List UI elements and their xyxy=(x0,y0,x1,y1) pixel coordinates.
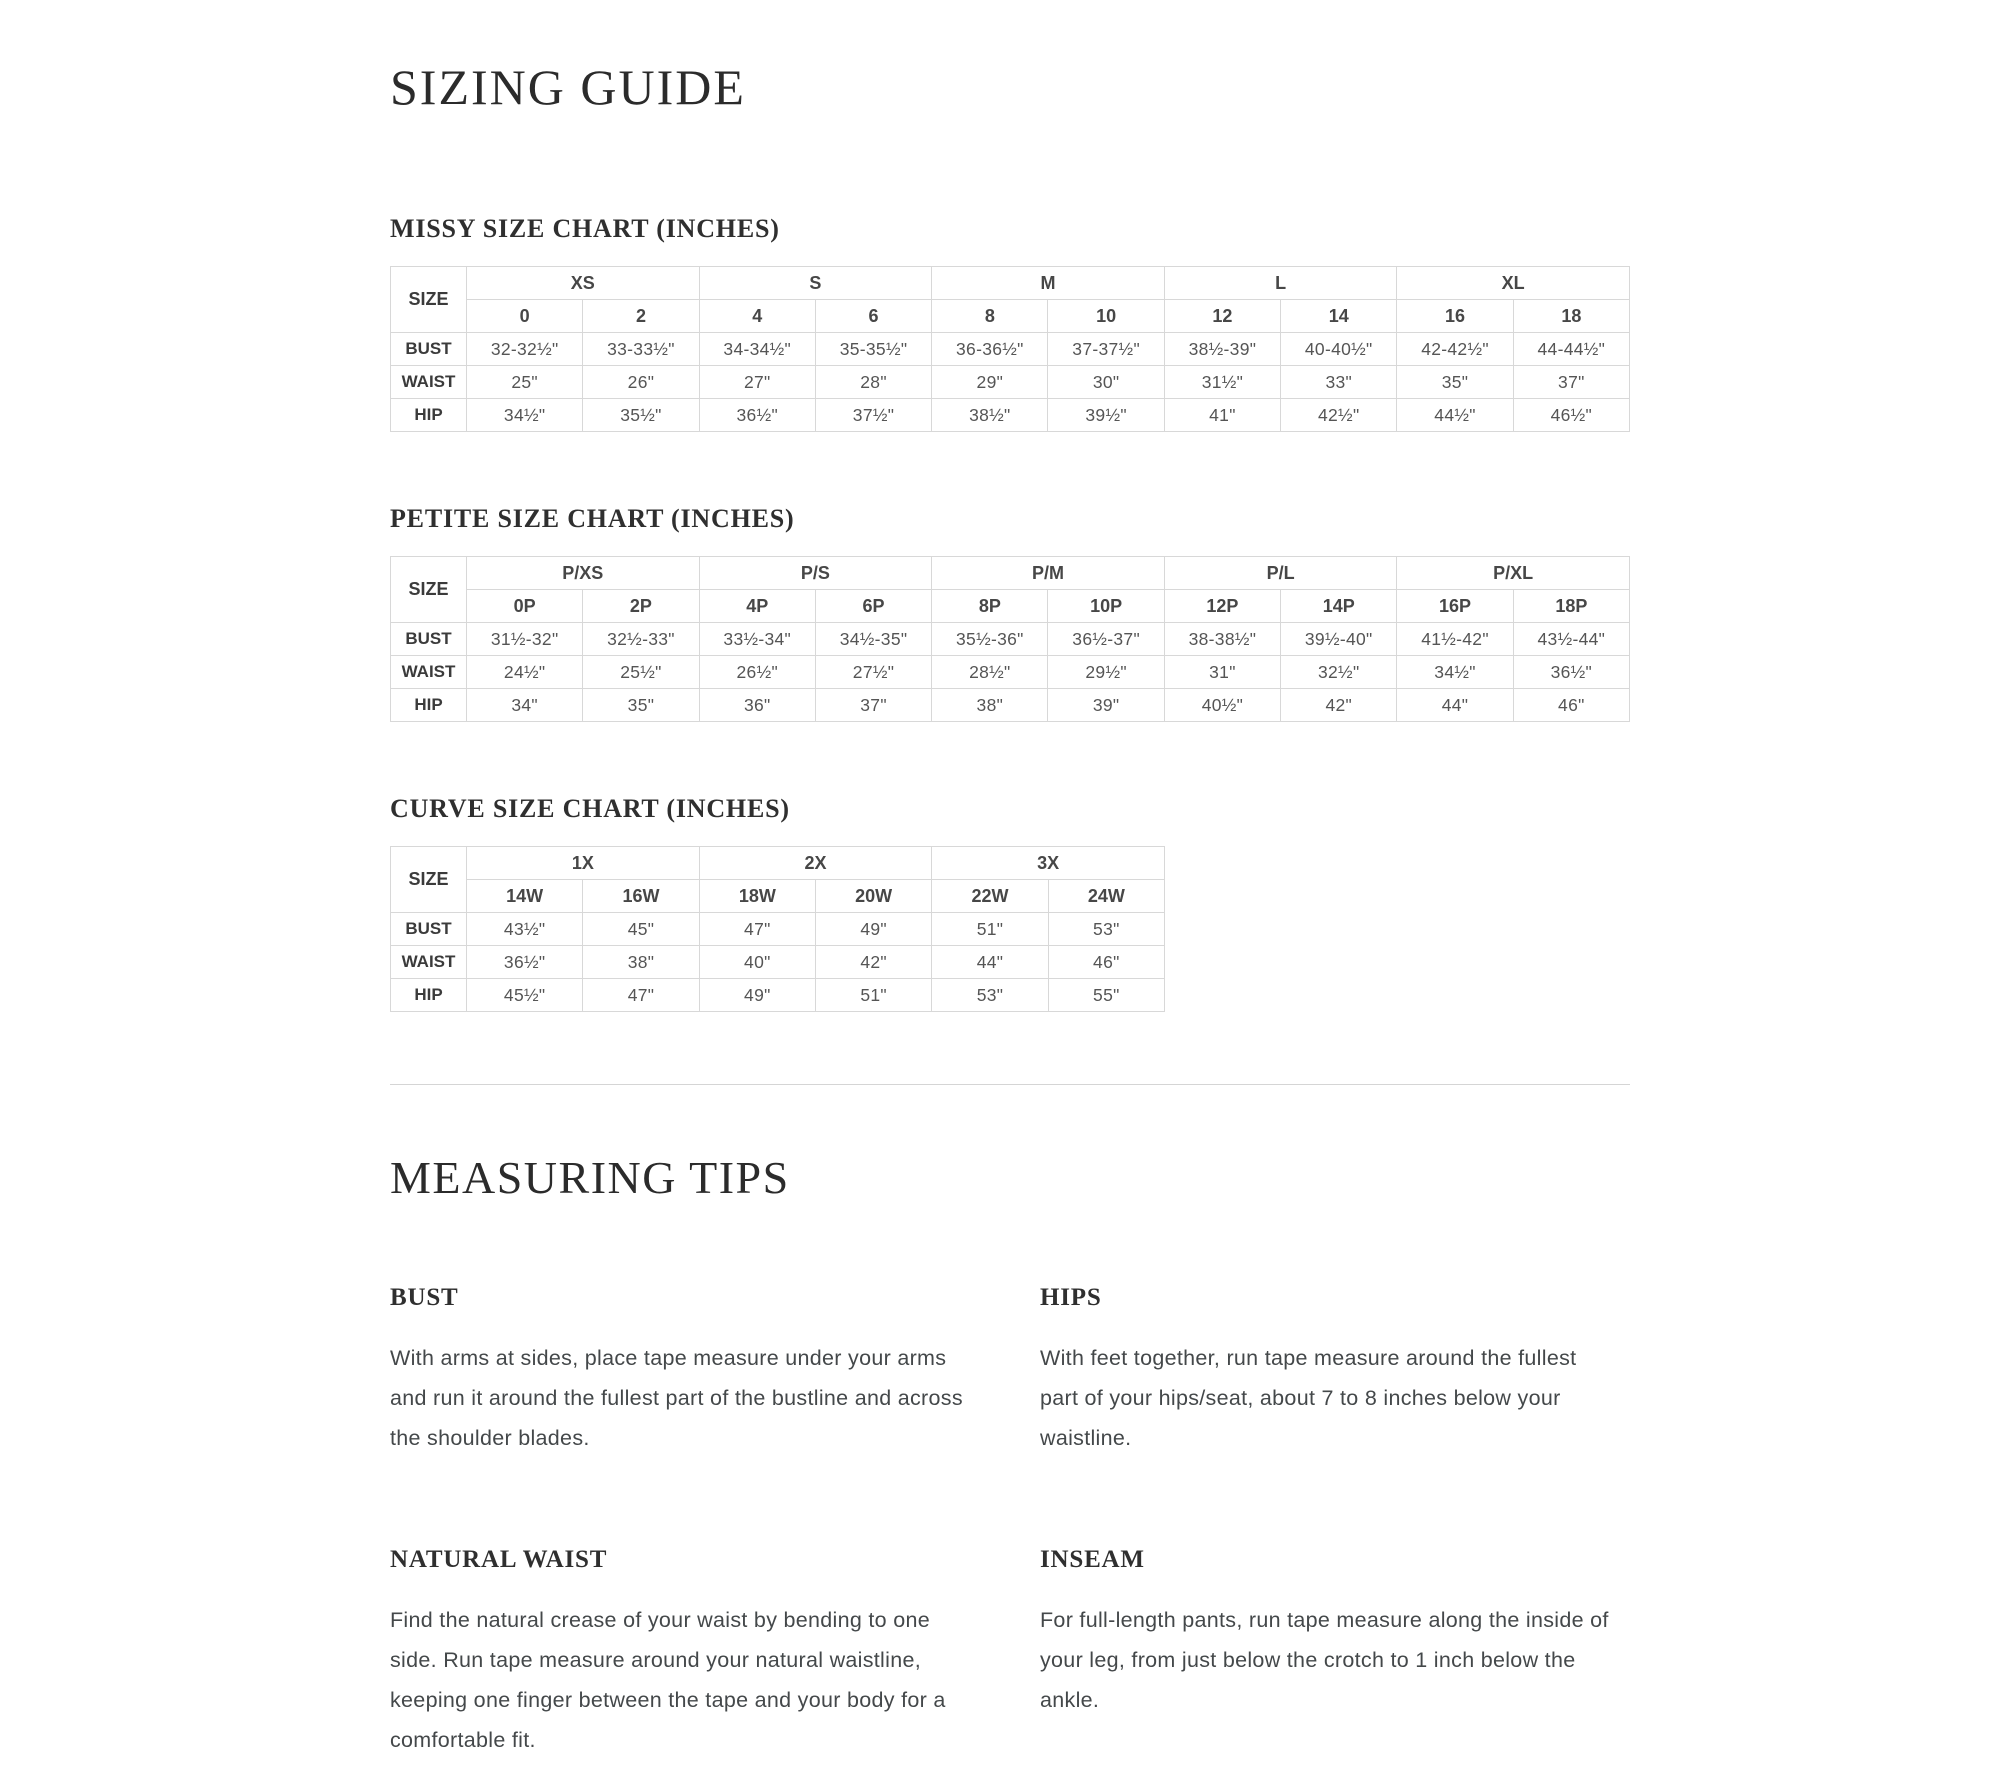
measurement-value-cell: 34" xyxy=(467,689,583,722)
size-group-cell: 1X xyxy=(467,847,700,880)
measurement-value-cell: 45" xyxy=(583,913,699,946)
size-number-cell: 4P xyxy=(699,590,815,623)
size-number-cell: 22W xyxy=(932,880,1048,913)
size-group-cell: XL xyxy=(1397,267,1630,300)
measurement-value-cell: 36" xyxy=(699,689,815,722)
measurement-value-cell: 33-33½" xyxy=(583,333,699,366)
measurement-value-cell: 43½" xyxy=(467,913,583,946)
measurement-value-cell: 29" xyxy=(932,366,1048,399)
measurement-value-cell: 40-40½" xyxy=(1281,333,1397,366)
measurement-value-cell: 38" xyxy=(932,689,1048,722)
measurement-value-cell: 43½-44" xyxy=(1513,623,1629,656)
page-title: SIZING GUIDE xyxy=(390,59,746,115)
size-number-cell: 12P xyxy=(1164,590,1280,623)
size-number-cell: 14P xyxy=(1281,590,1397,623)
size-group-cell: P/S xyxy=(699,557,932,590)
measurement-value-cell: 46½" xyxy=(1513,399,1629,432)
tip-natural-waist-text: Find the natural crease of your waist by bending to one side. Run tape measure around your natural waistline, keeping one finger between the tape and your body for a comfortable fit. xyxy=(390,1608,946,1752)
curve-size-table xyxy=(390,846,1165,1012)
tip-natural-waist xyxy=(390,1546,1040,1760)
size-group-cell: 2X xyxy=(699,847,932,880)
size-group-cell: P/XS xyxy=(467,557,700,590)
measurement-value-cell: 35" xyxy=(1397,366,1513,399)
tip-bust xyxy=(390,1284,1040,1458)
size-number-cell: 10 xyxy=(1048,300,1164,333)
measurement-value-cell: 45½" xyxy=(467,979,583,1012)
measurement-value-cell: 32½-33" xyxy=(583,623,699,656)
size-header-cell: SIZE xyxy=(391,847,467,913)
measurement-value-cell: 39½" xyxy=(1048,399,1164,432)
measurement-value-cell: 32-32½" xyxy=(467,333,583,366)
measurement-value-cell: 42" xyxy=(1281,689,1397,722)
size-number-cell: 20W xyxy=(815,880,931,913)
size-number-cell: 16W xyxy=(583,880,699,913)
measurement-value-cell: 34½" xyxy=(467,399,583,432)
measurement-value-cell: 34-34½" xyxy=(699,333,815,366)
measurement-value-cell: 37½" xyxy=(815,399,931,432)
measurement-value-cell: 31½" xyxy=(1164,366,1280,399)
tip-inseam xyxy=(1040,1546,1630,1760)
size-group-cell: XS xyxy=(467,267,700,300)
measurement-value-cell: 49" xyxy=(815,913,931,946)
section-divider xyxy=(390,1084,1630,1085)
measurement-value-cell: 37" xyxy=(1513,366,1629,399)
measurement-value-cell: 36½" xyxy=(1513,656,1629,689)
measurement-value-cell: 40" xyxy=(699,946,815,979)
measurement-value-cell: 24½" xyxy=(467,656,583,689)
measurement-value-cell: 47" xyxy=(699,913,815,946)
size-group-cell: P/XL xyxy=(1397,557,1630,590)
measurement-row-label: HIP xyxy=(391,399,467,432)
tip-hips xyxy=(1040,1284,1630,1458)
measurement-value-cell: 36½" xyxy=(699,399,815,432)
petite-size-table xyxy=(390,556,1630,722)
measurement-value-cell: 36½" xyxy=(467,946,583,979)
size-number-cell: 18P xyxy=(1513,590,1629,623)
measurement-row-label: BUST xyxy=(391,623,467,656)
measurement-value-cell: 28" xyxy=(815,366,931,399)
petite-chart-heading: PETITE SIZE CHART (INCHES) xyxy=(390,504,795,533)
size-number-cell: 8 xyxy=(932,300,1048,333)
missy-size-table xyxy=(390,266,1630,432)
measurement-value-cell: 36-36½" xyxy=(932,333,1048,366)
measurement-value-cell: 42" xyxy=(815,946,931,979)
measurement-value-cell: 33" xyxy=(1281,366,1397,399)
measurement-value-cell: 34½" xyxy=(1397,656,1513,689)
measurement-value-cell: 51" xyxy=(815,979,931,1012)
size-number-cell: 24W xyxy=(1048,880,1164,913)
measurement-value-cell: 42-42½" xyxy=(1397,333,1513,366)
measurement-value-cell: 31½-32" xyxy=(467,623,583,656)
curve-size-chart-section xyxy=(390,794,1630,1012)
measurement-value-cell: 46" xyxy=(1048,946,1164,979)
tip-bust-title: BUST xyxy=(390,1284,459,1311)
tip-hips-text: With feet together, run tape measure around the fullest part of your hips/seat, about 7 to 8 inches below your waistline. xyxy=(1040,1346,1577,1450)
measurement-value-cell: 40½" xyxy=(1164,689,1280,722)
measurement-value-cell: 35½-36" xyxy=(932,623,1048,656)
measurement-value-cell: 55" xyxy=(1048,979,1164,1012)
size-number-cell: 18W xyxy=(699,880,815,913)
measurement-value-cell: 27½" xyxy=(815,656,931,689)
measurement-value-cell: 36½-37" xyxy=(1048,623,1164,656)
petite-size-chart-section xyxy=(390,504,1630,722)
measurement-value-cell: 37" xyxy=(815,689,931,722)
measurement-value-cell: 39" xyxy=(1048,689,1164,722)
measurement-value-cell: 51" xyxy=(932,913,1048,946)
measurement-value-cell: 38½-39" xyxy=(1164,333,1280,366)
size-number-cell: 2 xyxy=(583,300,699,333)
measurement-value-cell: 41" xyxy=(1164,399,1280,432)
measurement-value-cell: 28½" xyxy=(932,656,1048,689)
measurement-row-label: WAIST xyxy=(391,946,467,979)
measurement-value-cell: 42½" xyxy=(1281,399,1397,432)
size-group-cell: M xyxy=(932,267,1165,300)
measurement-row-label: BUST xyxy=(391,333,467,366)
measurement-value-cell: 26½" xyxy=(699,656,815,689)
measurement-value-cell: 34½-35" xyxy=(815,623,931,656)
size-number-cell: 16 xyxy=(1397,300,1513,333)
measurement-value-cell: 35-35½" xyxy=(815,333,931,366)
size-number-cell: 6 xyxy=(815,300,931,333)
measurement-value-cell: 30" xyxy=(1048,366,1164,399)
size-header-cell: SIZE xyxy=(391,557,467,623)
measurement-value-cell: 32½" xyxy=(1281,656,1397,689)
tip-inseam-title: INSEAM xyxy=(1040,1546,1145,1573)
measurement-value-cell: 39½-40" xyxy=(1281,623,1397,656)
measurement-value-cell: 46" xyxy=(1513,689,1629,722)
size-number-cell: 0 xyxy=(467,300,583,333)
measurement-row-label: BUST xyxy=(391,913,467,946)
measurement-value-cell: 37-37½" xyxy=(1048,333,1164,366)
measurement-value-cell: 27" xyxy=(699,366,815,399)
tip-bust-text: With arms at sides, place tape measure under your arms and run it around the fullest part of the bustline and across the shoulder blades. xyxy=(390,1346,963,1450)
measurement-value-cell: 33½-34" xyxy=(699,623,815,656)
measurement-value-cell: 38½" xyxy=(932,399,1048,432)
size-group-cell: P/L xyxy=(1164,557,1397,590)
size-number-cell: 10P xyxy=(1048,590,1164,623)
measurement-value-cell: 25½" xyxy=(583,656,699,689)
measurement-value-cell: 47" xyxy=(583,979,699,1012)
size-number-cell: 2P xyxy=(583,590,699,623)
size-number-cell: 16P xyxy=(1397,590,1513,623)
measurement-value-cell: 35" xyxy=(583,689,699,722)
size-group-cell: 3X xyxy=(932,847,1165,880)
tip-natural-waist-title: NATURAL WAIST xyxy=(390,1546,608,1573)
size-group-cell: S xyxy=(699,267,932,300)
measurement-value-cell: 44" xyxy=(1397,689,1513,722)
size-number-cell: 14W xyxy=(467,880,583,913)
size-number-cell: 14 xyxy=(1281,300,1397,333)
measuring-tips-title: MEASURING TIPS xyxy=(390,1152,790,1203)
tip-inseam-text: For full-length pants, run tape measure along the inside of your leg, from just below the crotch to 1 inch below the ankle. xyxy=(1040,1608,1609,1712)
missy-chart-heading: MISSY SIZE CHART (INCHES) xyxy=(390,214,780,243)
measurement-value-cell: 29½" xyxy=(1048,656,1164,689)
size-number-cell: 0P xyxy=(467,590,583,623)
size-number-cell: 6P xyxy=(815,590,931,623)
measurement-value-cell: 26" xyxy=(583,366,699,399)
measurement-value-cell: 31" xyxy=(1164,656,1280,689)
tip-hips-title: HIPS xyxy=(1040,1284,1102,1311)
size-number-cell: 12 xyxy=(1164,300,1280,333)
measurement-value-cell: 41½-42" xyxy=(1397,623,1513,656)
measurement-value-cell: 49" xyxy=(699,979,815,1012)
measurement-row-label: HIP xyxy=(391,689,467,722)
measurement-row-label: WAIST xyxy=(391,656,467,689)
measuring-tips-grid xyxy=(390,1284,1630,1760)
size-group-cell: L xyxy=(1164,267,1397,300)
size-number-cell: 8P xyxy=(932,590,1048,623)
measurement-value-cell: 38-38½" xyxy=(1164,623,1280,656)
size-number-cell: 4 xyxy=(699,300,815,333)
measurement-value-cell: 44-44½" xyxy=(1513,333,1629,366)
size-group-cell: P/M xyxy=(932,557,1165,590)
measurement-value-cell: 53" xyxy=(932,979,1048,1012)
measurement-value-cell: 44" xyxy=(932,946,1048,979)
measurement-row-label: WAIST xyxy=(391,366,467,399)
missy-size-chart-section xyxy=(390,214,1630,432)
sizing-guide-page xyxy=(390,0,1630,1760)
measurement-value-cell: 44½" xyxy=(1397,399,1513,432)
size-number-cell: 18 xyxy=(1513,300,1629,333)
measurement-value-cell: 35½" xyxy=(583,399,699,432)
measurement-value-cell: 53" xyxy=(1048,913,1164,946)
curve-chart-heading: CURVE SIZE CHART (INCHES) xyxy=(390,794,790,823)
measurement-value-cell: 25" xyxy=(467,366,583,399)
size-header-cell: SIZE xyxy=(391,267,467,333)
measurement-value-cell: 38" xyxy=(583,946,699,979)
measurement-row-label: HIP xyxy=(391,979,467,1012)
